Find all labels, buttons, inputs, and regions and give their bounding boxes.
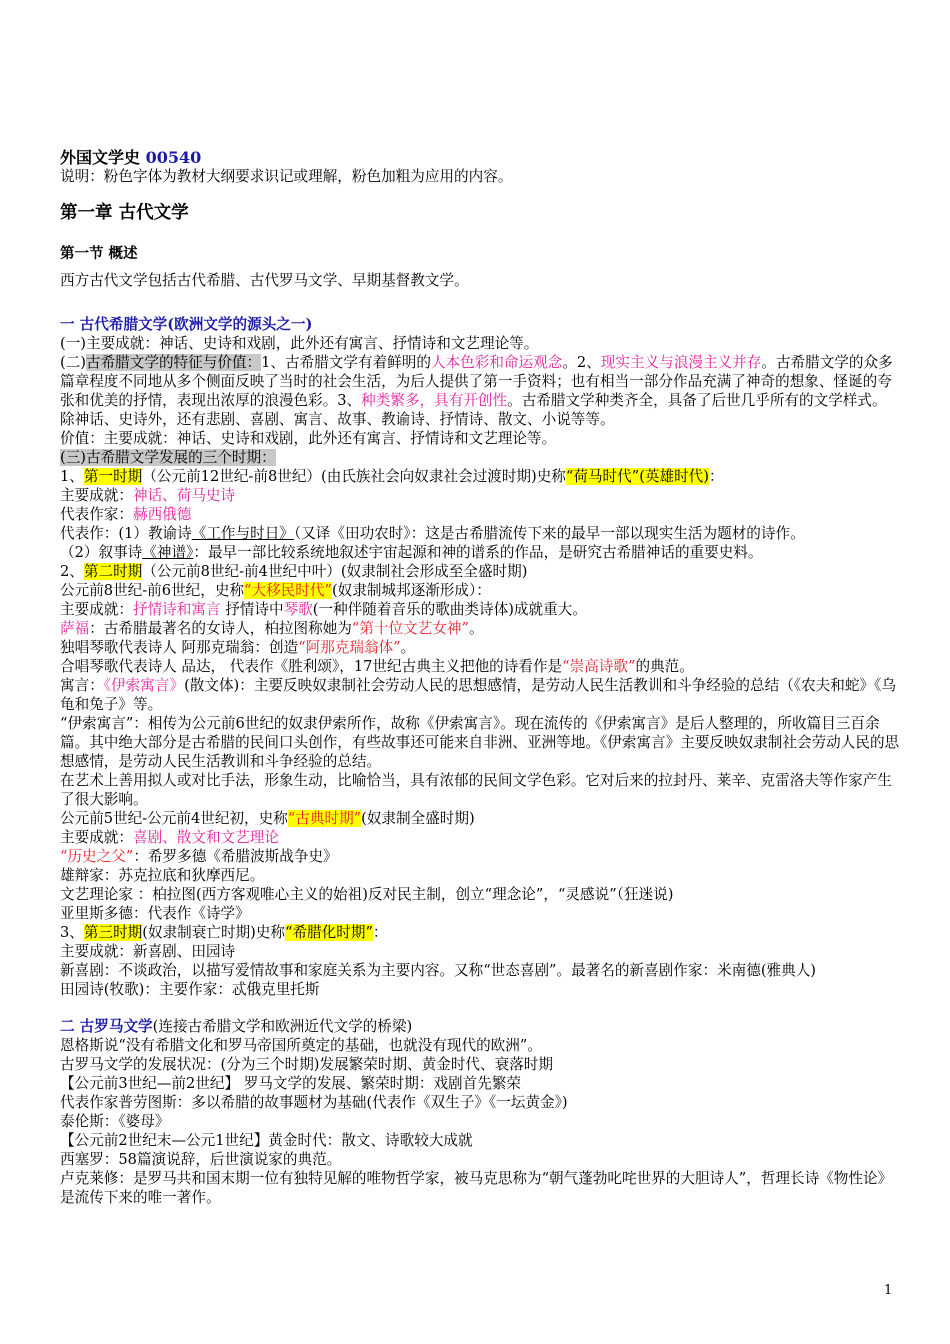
solo-lyric-line: 独唱琴歌代表诗人 阿那克瑞翁：创造“阿那克瑞翁体”。: [60, 639, 416, 656]
period-2-migration: 公元前8世纪-前6世纪，史称“大移民时代”(奴隶制城邦逐渐形成）：: [60, 582, 491, 599]
roman-era-1: 【公元前3世纪—前2世纪】 罗马文学的发展、繁荣时期：戏剧首先繁荣: [60, 1075, 522, 1092]
page-number: 1: [884, 1283, 893, 1298]
legend-note: 说明：粉色字体为教材大纲要求识记或理解，粉色加粗为应用的内容。: [60, 168, 513, 185]
period-2-heading: 2、第二时期（公元前8世纪-前4世纪中叶）(奴隶制社会形成至全盛时期): [60, 563, 528, 580]
engels-quote: 恩格斯说“没有希腊文化和罗马帝国所奠定的基础，也就没有现代的欧洲”。: [60, 1037, 542, 1054]
pastoral-line: 田园诗(牧歌)：主要作家：忒俄克里托斯: [60, 981, 320, 998]
new-comedy-paragraph: 新喜剧：不谈政治，以描写爱情故事和家庭关系为主要内容。又称“世态喜剧”。最著名的新喜剧作家：米南德(雅典人): [60, 962, 817, 979]
father-of-history-line: “历史之父”：希罗多德《希腊波斯战争史》: [60, 848, 338, 865]
aristotle-line: 亚里斯多德：代表作《诗学》: [60, 905, 250, 922]
aesop-art-paragraph: 在艺术上善用拟人或对比手法，形象生动，比喻恰当，具有浓郁的民间文学色彩。它对后来的拉封丹、莱辛、克雷洛夫等作家产生了很大影响。: [60, 772, 892, 808]
theorist-line: 文艺理论家 ：柏拉图(西方客观唯心主义的始祖)反对民主制，创立“理念论”，“灵感说”（狂迷说): [60, 886, 674, 903]
greek-heading: 一 古代希腊文学(欧洲文学的源头之一): [60, 316, 313, 333]
period-1-author: 代表作家：赫西俄德: [60, 506, 192, 523]
greek-periods-label: (三)古希腊文学发展的三个时期：: [60, 449, 276, 466]
period-1-heading: 1、第一时期（公元前12世纪-前8世纪）(由氏族社会向奴隶社会过渡时期)史称“荷马时代”(英雄时代)：: [60, 468, 724, 485]
chapter-heading: 第一章 古代文学: [60, 203, 189, 223]
aesop-paragraph: “伊索寓言”：相传为公元前6世纪的奴隶伊索所作，故称《伊索寓言》。现在流传的《伊索寓言》是后人整理的，所收篇目三百余篇。其中绝大部分是古希腊的民间口头创作，有些故事还可能来自非洲、亚洲等地。《伊索寓言》主要反映奴隶制社会劳动人民的思想感情，是劳动人民生活教训和斗争经验的总结。: [60, 715, 900, 770]
greek-features-paragraph: (二)古希腊文学的特征与价值：1、古希腊文学有着鲜明的人本色彩和命运观念。2、现实主义与浪漫主义并存。古希腊文学的众多篇章程度不同地从多个侧面反映了当时的社会生活，为后人提供了第一手资料；也有相当一部分作品充满了神奇的想象、怪诞的夸张和优美的抒情，表现出浓厚的浪漫色彩。3、种类繁多，具有开创性。古希腊文学种类齐全，具备了后世几乎所有的文学样式。除神话、史诗外，还有悲剧、喜剧、寓言、故事、教谕诗、抒情诗、散文、小说等等。: [60, 354, 893, 428]
period-1-achievements: 主要成就：神话、荷马史诗: [60, 487, 236, 504]
fable-paragraph: 寓言：《伊索寓言》(散文体)：主要反映奴隶制社会劳动人民的思想感情，是劳动人民生活教训和斗争经验的总结（《农夫和蛇》《乌龟和兔子》等。: [60, 677, 896, 713]
terence-line: 泰伦斯：《婆母》: [60, 1113, 170, 1130]
period-3-achievements: 主要成就：新喜剧、田园诗: [60, 943, 236, 960]
period-3-heading: 3、第三时期(奴隶制衰亡时期)史称“希腊化时期”：: [60, 924, 388, 941]
sappho-line: 萨福：古希腊最著名的女诗人，柏拉图称她为“第十位文艺女神”。: [60, 620, 484, 637]
intro-paragraph: 西方古代文学包括古代希腊、古代罗马文学、早期基督教文学。: [60, 272, 469, 289]
roman-era-2: 【公元前2世纪末—公元1世纪】黄金时代：散文、诗歌较大成就: [60, 1132, 473, 1149]
classical-period-line: 公元前5世纪-公元前4世纪初，史称“古典时期”(奴隶制全盛时期): [60, 810, 475, 827]
classical-achievements: 主要成就：喜剧、散文和文艺理论: [60, 829, 279, 846]
document-title: 外国文学史 00540: [60, 148, 202, 167]
lucretius-paragraph: 卢克莱修：是罗马共和国末期一位有独特见解的唯物哲学家，被马克思称为“朝气蓬勃叱咤世界的大胆诗人”，哲理长诗《物性论》是流传下来的唯一著作。: [60, 1170, 893, 1206]
roman-status: 古罗马文学的发展状况：(分为三个时期)发展繁荣时期、黄金时代、衰落时期: [60, 1056, 553, 1073]
period-2-achievements: 主要成就：抒情诗和寓言 抒情诗中琴歌(一种伴随着音乐的歌曲类诗体)成就重大。: [60, 601, 587, 618]
greek-value: 价值：主要成就：神话、史诗和戏剧，此外还有寓言、抒情诗和文艺理论等。: [60, 430, 557, 447]
orators-line: 雄辩家：苏克拉底和狄摩西尼。: [60, 867, 265, 884]
period-1-work-2: （2）叙事诗《神谱》：最早一部比较系统地叙述宇宙起源和神的谱系的作品，是研究古希腊神话的重要史料。: [60, 544, 763, 561]
document-page: [60, 148, 900, 1207]
period-1-work-1: 代表作：(1）教谕诗《工作与时日》（又译《田功农时》：这是古希腊流传下来的最早一部以现实生活为题材的诗作。: [60, 525, 805, 542]
choral-lyric-line: 合唱琴歌代表诗人 品达， 代表作《胜利颂》，17世纪古典主义把他的诗看作是“崇高诗歌”的典范。: [60, 658, 694, 675]
roman-heading: 二 古罗马文学(连接古希腊文学和欧洲近代文学的桥梁): [60, 1018, 413, 1035]
section-heading: 第一节 概述: [60, 245, 138, 262]
plautus-line: 代表作家普劳图斯：多以希腊的故事题材为基础(代表作《双生子》《一坛黄金》): [60, 1094, 568, 1111]
cicero-line: 西塞罗：58篇演说辞，后世演说家的典范。: [60, 1151, 342, 1168]
greek-achievements: (一)主要成就：神话、史诗和戏剧，此外还有寓言、抒情诗和文艺理论等。: [60, 335, 539, 352]
